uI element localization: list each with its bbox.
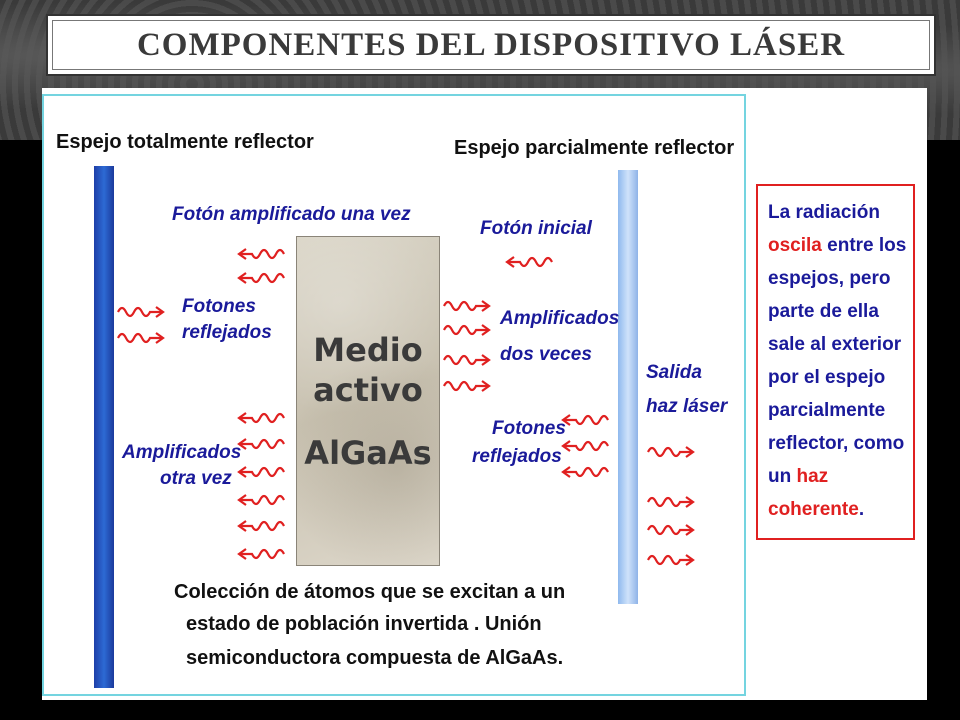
photon-wave-icon [442,296,494,316]
label-amplified-again-1: Amplificados [122,442,242,463]
photon-wave-icon [558,436,610,456]
photon-wave-icon [646,550,698,570]
photon-wave-icon [442,320,494,340]
photon-wave-icon [234,244,286,264]
photon-wave-icon [442,350,494,370]
photon-wave-icon [234,462,286,482]
note-part-2: oscila [768,235,822,256]
label-reflected-left-1: Fotones [182,296,256,317]
caption-line-2: estado de población invertida . Unión [186,613,542,635]
photon-wave-icon [646,492,698,512]
note-part-1: La radiación [768,202,880,223]
label-amplified-twice-2: dos veces [500,344,592,365]
medium-label-2: activo [313,371,423,409]
note-part-3: entre los espejos, pero parte de ella sale al exterior por el espejo parcialmente reflector, como un [768,235,907,487]
photon-wave-icon [502,252,554,272]
photon-wave-icon [234,408,286,428]
photon-wave-icon [442,376,494,396]
label-output-1: Salida [646,362,702,383]
active-medium-block [296,236,440,566]
caption-line-3: semiconductora compuesta de AlGaAs. [186,647,564,669]
label-reflected-right-2: reflejados [472,446,562,467]
photon-wave-icon [558,462,610,482]
label-amplified-again-2: otra vez [160,468,232,489]
note-text [768,196,908,526]
left-mirror-label: Espejo totalmente reflector [56,131,314,153]
label-output-2: haz láser [646,396,728,417]
note-part-5: . [858,499,865,520]
right-mirror-label: Espejo parcialmente reflector [454,137,735,159]
content-panel [42,88,927,700]
photon-wave-icon [234,516,286,536]
photon-wave-icon [234,434,286,454]
note-part-4: haz coherente [768,466,859,520]
note-box [756,184,915,540]
label-reflected-right-1: Fotones [492,418,566,439]
slide-title: COMPONENTES DEL DISPOSITIVO LÁSER [136,26,846,63]
caption-line-1: Colección de átomos que se excitan a un [174,581,566,603]
photon-wave-icon [234,544,286,564]
medium-label-3: AlGaAs [304,434,432,472]
photon-wave-icon [646,442,698,462]
title-box [46,14,936,76]
medium-label-1: Medio [313,331,423,369]
laser-diagram [42,94,746,696]
label-amplified-twice-1: Amplificados [500,308,620,329]
partial-reflector-mirror [618,170,638,604]
label-photon-amplified-once: Fotón amplificado una vez [172,204,411,225]
photon-wave-icon [234,490,286,510]
label-initial-photon: Fotón inicial [480,218,592,239]
photon-wave-icon [116,328,168,348]
photon-wave-icon [116,302,168,322]
photon-wave-icon [234,268,286,288]
photon-wave-icon [558,410,610,430]
label-reflected-left-2: reflejados [182,322,272,343]
photon-wave-icon [646,520,698,540]
total-reflector-mirror [94,166,114,688]
